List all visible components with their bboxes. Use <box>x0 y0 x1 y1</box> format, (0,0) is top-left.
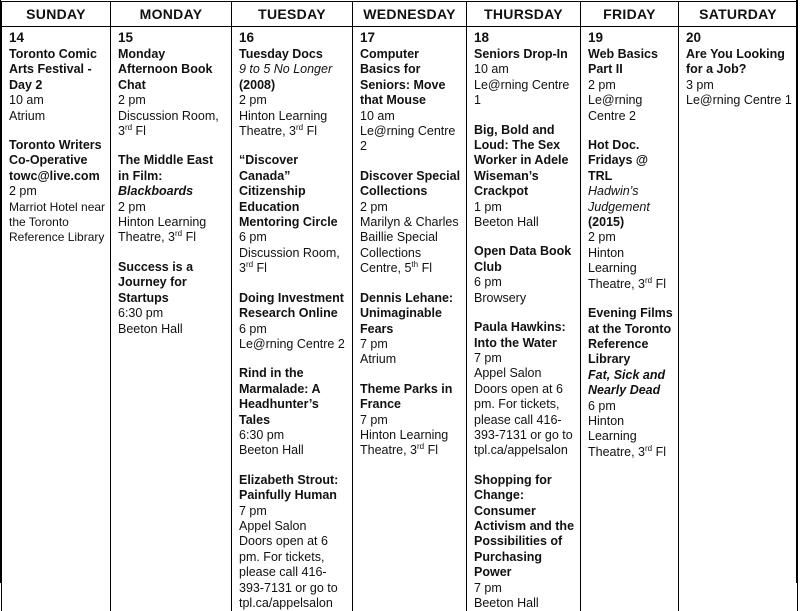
header-wednesday: WEDNESDAY <box>353 2 467 27</box>
event-time: 2 pm <box>118 200 227 215</box>
event-location <box>239 246 348 277</box>
event <box>360 169 462 277</box>
event-title: Open Data Book Club <box>474 244 576 275</box>
ordinal-suffix: th <box>411 260 418 269</box>
day-header-row <box>2 2 798 27</box>
event <box>474 244 576 306</box>
event-title: Toronto Comic Arts Festival - Day 2 <box>9 47 106 93</box>
header-saturday: SATURDAY <box>679 2 798 27</box>
event-title: Elizabeth Strout: Painfully Human <box>239 473 348 504</box>
header-friday: FRIDAY <box>581 2 679 27</box>
event-title: “Discover Canada” Citizenship Education Mentoring Circle <box>239 153 348 230</box>
event-location: Appel Salon <box>239 519 348 534</box>
event-title: Dennis Lehane: Unimaginable Fears <box>360 291 462 337</box>
ordinal-suffix: rd <box>645 276 652 285</box>
event <box>239 153 348 276</box>
floor-text: Fl <box>652 277 666 291</box>
film-title: Blackboards <box>118 184 193 198</box>
event <box>686 47 793 109</box>
event <box>118 47 227 139</box>
floor-text: Fl <box>132 124 146 138</box>
event <box>239 366 348 458</box>
event <box>118 153 227 245</box>
event-location: Le@rning Centre 1 <box>686 93 793 108</box>
event-location: Marriot Hotel near the Toronto Reference Library <box>9 200 106 246</box>
event-title: Theme Parks in France <box>360 382 462 413</box>
event <box>588 138 674 292</box>
event-title: Doing Investment Research Online <box>239 291 348 322</box>
event-title: Monday Afternoon Book Chat <box>118 47 227 93</box>
header-sunday: SUNDAY <box>2 2 111 27</box>
title-text: The Middle East in Film: <box>118 153 213 182</box>
event-time: 2 pm <box>118 93 227 108</box>
floor-text: Fl <box>253 261 267 275</box>
event-time: 6:30 pm <box>118 306 227 321</box>
day-cell-friday <box>581 27 679 611</box>
week-row <box>2 27 798 611</box>
day-number: 18 <box>474 30 576 46</box>
event <box>588 47 674 124</box>
film-title: Fat, Sick and Nearly Dead <box>588 368 674 399</box>
event <box>360 291 462 368</box>
event-time: 7 pm <box>474 351 576 366</box>
event-location <box>360 215 462 277</box>
event-location <box>118 215 227 246</box>
event-location: Beeton Hall <box>118 322 227 337</box>
day-cell-thursday <box>467 27 581 611</box>
event <box>9 47 106 124</box>
location-text: Discussion Room, 3 <box>118 109 219 138</box>
day-number: 20 <box>686 30 793 46</box>
location-text: Hinton Learning Theatre, 3 <box>588 414 645 459</box>
header-thursday: THURSDAY <box>467 2 581 27</box>
event <box>360 382 462 459</box>
day-cell-monday <box>111 27 232 611</box>
event-location <box>239 109 348 140</box>
event-time: 2 pm <box>9 184 106 199</box>
event-location: Atrium <box>360 352 462 367</box>
event-time: 6:30 pm <box>239 428 348 443</box>
event <box>239 291 348 353</box>
event-title: Rind in the Marmalade: A Headhunter’s Tales <box>239 366 348 428</box>
event-location: Le@rning Centre 2 <box>239 337 348 352</box>
event-time: 2 pm <box>360 200 462 215</box>
floor-text: Fl <box>418 261 432 275</box>
event-note: Doors open at 6 pm. For tickets, please call 416-393-7131 or go to tpl.ca/appelsalon <box>474 382 576 459</box>
event-title: Shopping for Change: Consumer Activism and the Possibilities of Purchasing Power <box>474 473 576 581</box>
day-number: 17 <box>360 30 462 46</box>
event-time: 6 pm <box>588 399 674 414</box>
day-cell-sunday <box>2 27 111 611</box>
event-time: 2 pm <box>239 93 348 108</box>
ordinal-suffix: rd <box>645 444 652 453</box>
location-text: Hinton Learning Theatre, 3 <box>360 428 448 457</box>
event-location: Le@rning Centre 2 <box>588 93 674 124</box>
location-text: Discussion Room, 3 <box>239 246 340 275</box>
event <box>474 123 576 231</box>
location-text: Hinton Learning Theatre, 3 <box>588 246 645 291</box>
event-location <box>588 414 674 460</box>
location-text: Marilyn & Charles Baillie Special Collections Centre, 5 <box>360 215 459 275</box>
event-location: Beeton Hall <box>474 215 576 230</box>
floor-text: Fl <box>424 443 438 457</box>
day-cell-saturday <box>679 27 798 611</box>
event <box>360 47 462 155</box>
event-title: Big, Bold and Loud: The Sex Worker in Adele Wiseman’s Crackpot <box>474 123 576 200</box>
location-text: Hinton Learning Theatre, 3 <box>118 215 206 244</box>
event-location: Beeton Hall <box>474 596 576 611</box>
event-title: Web Basics Part II <box>588 47 674 78</box>
event <box>239 473 348 611</box>
event-time: 10 am <box>360 109 462 124</box>
location-text: Hinton Learning Theatre, 3 <box>239 109 327 138</box>
event-time: 10 am <box>9 93 106 108</box>
event-time: 2 pm <box>588 78 674 93</box>
event-title: Discover Special Collections <box>360 169 462 200</box>
event-title: Paula Hawkins: Into the Water <box>474 320 576 351</box>
event <box>9 138 106 246</box>
day-number: 19 <box>588 30 674 46</box>
event-location: Atrium <box>9 109 106 124</box>
event-time: 6 pm <box>239 230 348 245</box>
ordinal-suffix: rd <box>246 260 253 269</box>
floor-text: Fl <box>182 230 196 244</box>
event <box>474 47 576 109</box>
event-title <box>118 153 227 199</box>
ordinal-suffix: rd <box>296 123 303 132</box>
day-number: 16 <box>239 30 348 46</box>
event-time: 7 pm <box>360 337 462 352</box>
event-time: 7 pm <box>360 413 462 428</box>
event-location: Le@rning Centre 1 <box>474 78 576 109</box>
event-location <box>360 428 462 459</box>
film-year: (2008) <box>239 78 348 93</box>
ordinal-suffix: rd <box>175 229 182 238</box>
event-title: Toronto Writers Co-Operative towc@live.com <box>9 138 106 184</box>
event-title: Evening Films at the Toronto Reference Library <box>588 306 674 368</box>
header-monday: MONDAY <box>111 2 232 27</box>
event <box>588 306 674 460</box>
film-title: Hadwin’s Judgement <box>588 184 674 215</box>
event-note: Doors open at 6 pm. For tickets, please call 416-393-7131 or go to tpl.ca/appelsalon <box>239 534 348 611</box>
event-location: Le@rning Centre 2 <box>360 124 462 155</box>
weekly-calendar <box>1 1 798 611</box>
event-time: 1 pm <box>474 200 576 215</box>
event-location: Beeton Hall <box>239 443 348 458</box>
event-title: Tuesday Docs <box>239 47 348 62</box>
event-title: Are You Looking for a Job? <box>686 47 793 78</box>
event-title: Hot Doc. Fridays @ TRL <box>588 138 674 184</box>
event-location: Appel Salon <box>474 366 576 381</box>
event-time: 2 pm <box>588 230 674 245</box>
event <box>239 47 348 139</box>
event-time: 3 pm <box>686 78 793 93</box>
day-cell-wednesday <box>353 27 467 611</box>
event-location: Browsery <box>474 291 576 306</box>
event <box>474 473 576 611</box>
film-year: (2015) <box>588 215 674 230</box>
ordinal-suffix: rd <box>125 123 132 132</box>
event-time: 10 am <box>474 62 576 77</box>
event-location <box>588 246 674 292</box>
event-title: Computer Basics for Seniors: Move that Mouse <box>360 47 462 109</box>
event-time: 6 pm <box>474 275 576 290</box>
event-time: 7 pm <box>474 581 576 596</box>
event-time: 6 pm <box>239 322 348 337</box>
floor-text: Fl <box>652 445 666 459</box>
event <box>474 320 576 459</box>
day-cell-tuesday <box>232 27 353 611</box>
event-location <box>118 109 227 140</box>
ordinal-suffix: rd <box>417 442 424 451</box>
film-title: 9 to 5 No Longer <box>239 62 348 77</box>
floor-text: Fl <box>303 124 317 138</box>
event-title: Success is a Journey for Startups <box>118 260 227 306</box>
event <box>118 260 227 337</box>
day-number: 15 <box>118 30 227 46</box>
event-title: Seniors Drop-In <box>474 47 576 62</box>
event-time: 7 pm <box>239 504 348 519</box>
header-tuesday: TUESDAY <box>232 2 353 27</box>
day-number: 14 <box>9 30 106 46</box>
